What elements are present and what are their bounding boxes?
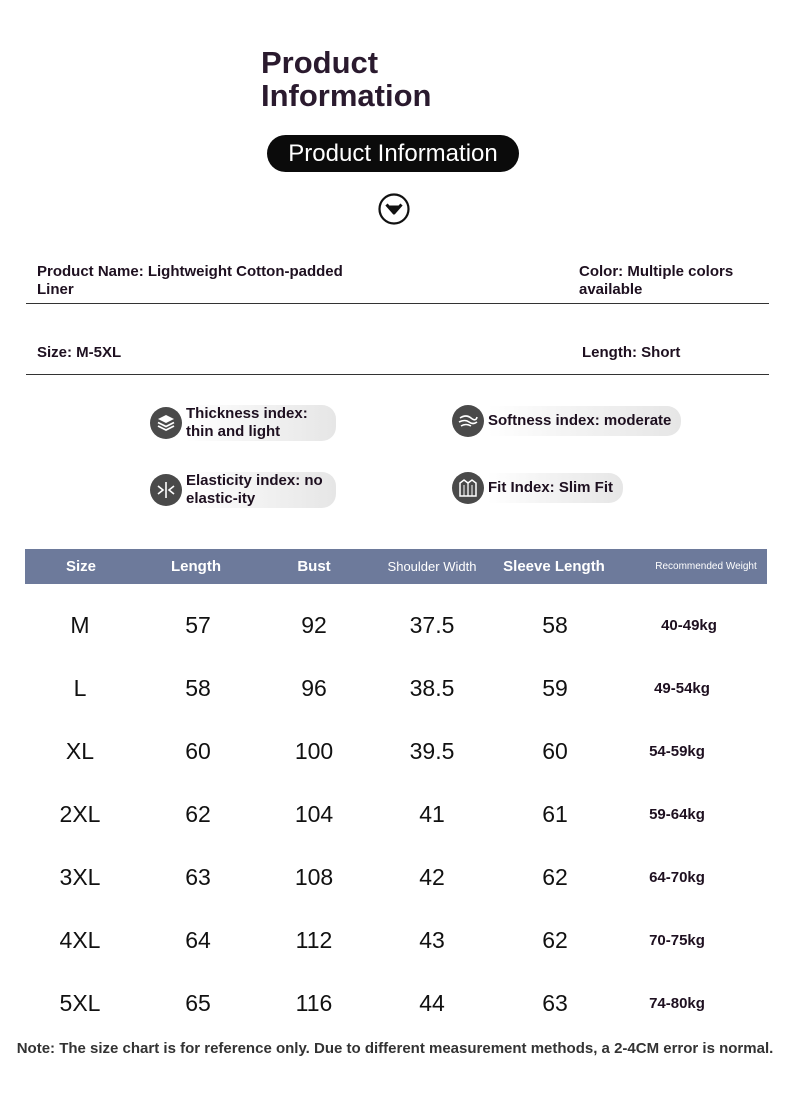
cell-shoulder: 37.5 bbox=[409, 612, 455, 638]
cell-length: 58 bbox=[185, 675, 211, 701]
cell-bust: 116 bbox=[295, 990, 333, 1016]
feature-thickness bbox=[150, 405, 336, 441]
title-line-2: Information bbox=[261, 78, 432, 113]
cell-sleeve: 60 bbox=[542, 738, 568, 764]
cell-bust: 92 bbox=[301, 612, 327, 638]
cell-shoulder: 43 bbox=[419, 927, 445, 953]
table-row bbox=[25, 720, 767, 783]
cell-sleeve: 59 bbox=[542, 675, 568, 701]
table-row bbox=[25, 783, 767, 846]
cell-size: M bbox=[70, 612, 90, 638]
cell-bust: 96 bbox=[301, 675, 327, 701]
cell-weight: 49-54kg bbox=[654, 680, 710, 697]
divider bbox=[26, 303, 769, 304]
layers-icon bbox=[150, 407, 182, 439]
compress-arrows-icon bbox=[150, 474, 182, 506]
feature-label: Thickness index: thin and light bbox=[186, 405, 336, 441]
length-text: Length: Short bbox=[582, 344, 681, 361]
cell-size: 5XL bbox=[59, 990, 101, 1016]
table-row bbox=[25, 972, 767, 1035]
cell-weight: 70-75kg bbox=[649, 932, 705, 949]
cell-size: L bbox=[73, 675, 87, 701]
header-length: Length bbox=[171, 558, 221, 575]
size-text: Size: M-5XL bbox=[37, 344, 122, 361]
footnote: Note: The size chart is for reference only. Due to different measurement methods, a 2-4CM error is normal. bbox=[16, 1040, 774, 1057]
cell-weight: 59-64kg bbox=[649, 806, 705, 823]
feature-elasticity bbox=[150, 472, 336, 508]
chevron-down-circle-icon bbox=[378, 193, 410, 225]
page-title bbox=[261, 46, 432, 112]
table-row bbox=[25, 657, 767, 720]
cell-length: 64 bbox=[185, 927, 211, 953]
section-pill bbox=[267, 135, 519, 172]
cell-bust: 108 bbox=[294, 864, 334, 890]
cell-shoulder: 41 bbox=[419, 801, 445, 827]
cell-sleeve: 61 bbox=[542, 801, 568, 827]
title-line-1: Product bbox=[261, 45, 379, 80]
feature-softness bbox=[452, 405, 681, 437]
section-pill-label: Product Information bbox=[288, 139, 498, 167]
feature-label: Fit Index: Slim Fit bbox=[488, 473, 623, 503]
header-bust: Bust bbox=[297, 558, 331, 575]
cell-sleeve: 58 bbox=[542, 612, 568, 638]
feature-fit bbox=[452, 472, 623, 504]
cell-sleeve: 63 bbox=[542, 990, 568, 1016]
cell-length: 65 bbox=[185, 990, 211, 1016]
cell-weight: 74-80kg bbox=[649, 995, 705, 1012]
cell-size: 4XL bbox=[59, 927, 101, 953]
header-recommended-weight: Recommended Weight bbox=[655, 561, 757, 572]
cell-length: 60 bbox=[185, 738, 211, 764]
cell-size: XL bbox=[65, 738, 95, 764]
color-text: Color: Multiple colors available bbox=[579, 263, 734, 298]
table-row bbox=[25, 909, 767, 972]
cell-shoulder: 42 bbox=[419, 864, 445, 890]
cell-length: 62 bbox=[185, 801, 211, 827]
header-sleeve-length: Sleeve Length bbox=[503, 558, 605, 575]
feature-label: Softness index: moderate bbox=[488, 406, 681, 436]
table-row bbox=[25, 846, 767, 909]
cell-bust: 100 bbox=[294, 738, 334, 764]
divider bbox=[26, 374, 769, 375]
cell-bust: 112 bbox=[295, 927, 333, 953]
cell-shoulder: 38.5 bbox=[409, 675, 455, 701]
cell-bust: 104 bbox=[294, 801, 334, 827]
jacket-icon bbox=[452, 472, 484, 504]
cell-length: 63 bbox=[185, 864, 211, 890]
cell-length: 57 bbox=[185, 612, 211, 638]
cell-sleeve: 62 bbox=[542, 927, 568, 953]
size-table-header bbox=[25, 549, 767, 584]
table-row bbox=[25, 594, 767, 657]
product-name-text: Product Name: Lightweight Cotton-padded Liner bbox=[37, 263, 343, 298]
cell-shoulder: 44 bbox=[419, 990, 445, 1016]
cell-sleeve: 62 bbox=[542, 864, 568, 890]
cell-weight: 54-59kg bbox=[649, 743, 705, 760]
cell-weight: 40-49kg bbox=[661, 617, 717, 634]
cell-weight: 64-70kg bbox=[649, 869, 705, 886]
wind-icon bbox=[452, 405, 484, 437]
cell-size: 3XL bbox=[59, 864, 101, 890]
header-size: Size bbox=[65, 558, 97, 575]
cell-shoulder: 39.5 bbox=[409, 738, 455, 764]
cell-size: 2XL bbox=[59, 801, 101, 827]
feature-label: Elasticity index: no elastic-ity bbox=[186, 472, 336, 508]
header-shoulder-width: Shoulder Width bbox=[387, 559, 477, 574]
